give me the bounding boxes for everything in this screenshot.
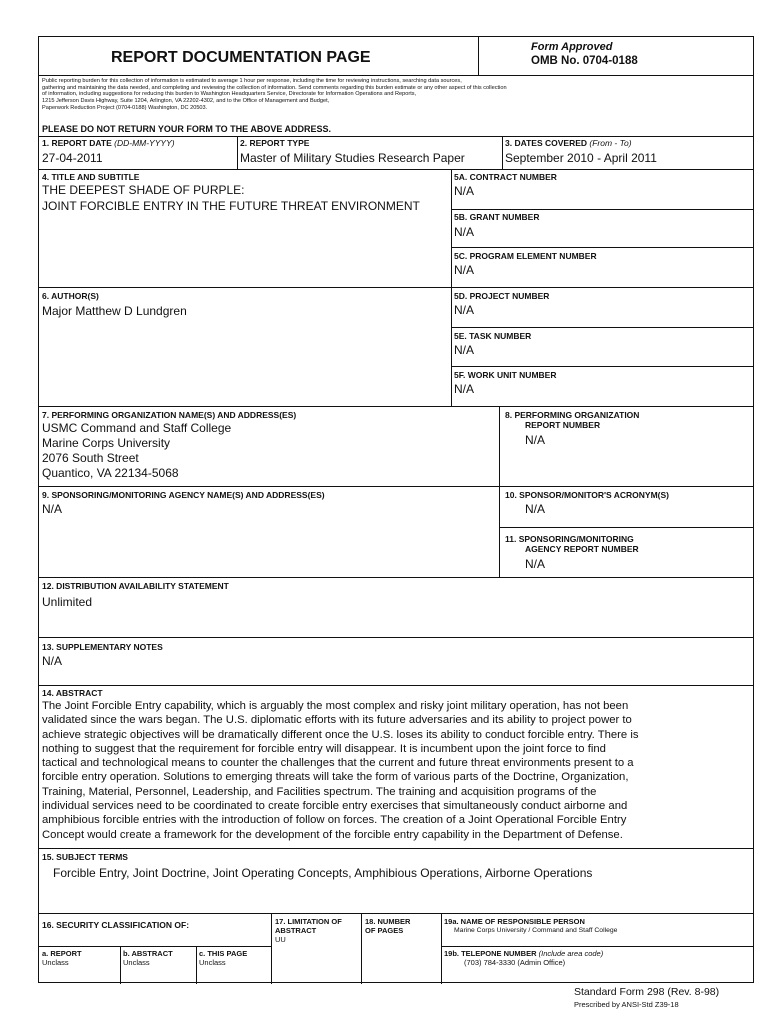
author-value: Major Matthew D Lundgren [42, 304, 187, 318]
subject-terms-label: 15. SUBJECT TERMS [42, 852, 128, 862]
prescribed-by-label: Prescribed by ANSI-Std Z39-18 [574, 1000, 679, 1009]
sponsor-report-value: N/A [525, 557, 546, 571]
title-line-1: THE DEEPEST SHADE OF PURPLE: [42, 183, 245, 197]
sponsor-acronym-value: N/A [525, 502, 546, 516]
abstract-text: The Joint Forcible Entry capability, which is arguably the most complex and risky joint military operation, has not been validated since the wars began. The U.S. diplomatic efforts with its future adversaries and its ability to project power to achieve strategic objectives will be dramatically different once the U.S. loses its ability to conduct forcible entry. There is nothing to suggest that the requirement for forcible entry will disappear. It is incumbent upon the joint force to find tactical and technological means to counter the challenges that the current and future threat environments present to a forcible entry operation. Solutions to emerging threats will take the form of various parts of the Doctrine, Organization, Training, Material, Personnel, Leadership, and Facilities spectrum. The training and acquisition programs of the individual services need to be coordinated to create forcible entry exercises that simultaneously conduct airborne and amphibious forcible entries with the introduction of follow on forces. The creation of a Joint Operational Forcible Entry Concept would create a framework for the development of the forcible entry capability in the Department of Defense. [42, 700, 639, 841]
limitation-of-abstract: 17. LIMITATION OF ABSTRACT UU [275, 917, 342, 944]
telephone-number: 19b. TELEPONE NUMBER (Include area code) (703) 784-3330 (Admin Office) [444, 949, 604, 967]
task-number-value: N/A [454, 343, 475, 357]
performing-org-label: 7. PERFORMING ORGANIZATION NAME(S) AND ADDRESS(ES) [42, 410, 297, 420]
work-unit-label: 5F. WORK UNIT NUMBER [454, 370, 557, 380]
title-label: 4. TITLE AND SUBTITLE [42, 172, 140, 182]
dates-covered-value: September 2010 - April 2011 [505, 151, 657, 165]
omb-number: OMB No. 0704-0188 [531, 55, 638, 67]
title-line-2: JOINT FORCIBLE ENTRY IN THE FUTURE THREAT ENVIRONMENT [42, 199, 420, 213]
project-number-value: N/A [454, 303, 475, 317]
number-of-pages: 18. NUMBER OF PAGES [365, 917, 411, 935]
author-label: 6. AUTHOR(S) [42, 291, 99, 301]
do-not-return-notice: PLEASE DO NOT RETURN YOUR FORM TO THE ABOVE ADDRESS. [42, 124, 332, 134]
dates-covered-label: 3. DATES COVERED (From - To) [505, 138, 632, 148]
report-date-label: 1. REPORT DATE (DD-MM-YYYY) [42, 138, 175, 148]
grant-number-label: 5B. GRANT NUMBER [454, 212, 540, 222]
contract-number-value: N/A [454, 184, 475, 198]
abstract-classification: b. ABSTRACT Unclass [123, 949, 173, 967]
program-element-label: 5C. PROGRAM ELEMENT NUMBER [454, 251, 597, 261]
performing-org-report-value: N/A [525, 433, 546, 447]
abstract-label: 14. ABSTRACT [42, 688, 103, 698]
supplementary-notes-value: N/A [42, 654, 63, 668]
burden-notice: Public reporting burden for this collection of information is estimated to average 1 hour per response, including the time for reviewing instructions, searching data sources, gathering and maintaining the data needed, and completing and reviewing the collection of information. Send comments regarding this burden estimate or any other aspect of this collection of information, including suggestions for reducing this burden to Washington Headquarters Service, Directorate for Information Operations and Reports, 1215 Jefferson Davis Highway, Suite 1204, Arlington, VA 22202-4302, and to the Office of Management and Budget, Paperwork Reduction Project (0704-0188) Washington, DC 20503. [42, 78, 507, 111]
program-element-value: N/A [454, 263, 475, 277]
sponsor-acronym-label: 10. SPONSOR/MONITOR'S ACRONYM(S) [505, 490, 670, 500]
performing-org-address: USMC Command and Staff College Marine Corps University 2076 South Street Quantico, VA 22134-5068 [42, 421, 232, 480]
security-classification-label: 16. SECURITY CLASSIFICATION OF: [42, 920, 190, 930]
sponsoring-agency-value: N/A [42, 502, 63, 516]
sponsoring-agency-label: 9. SPONSORING/MONITORING AGENCY NAME(S) AND ADDRESS(ES) [42, 490, 325, 500]
responsible-person: 19a. NAME OF RESPONSIBLE PERSON Marine Corps University / Command and Staff College [444, 917, 618, 934]
report-classification: a. REPORT Unclass [42, 949, 82, 967]
subject-terms-value: Forcible Entry, Joint Doctrine, Joint Operating Concepts, Amphibious Operations, Airborne Operations [53, 866, 593, 880]
form-title: REPORT DOCUMENTATION PAGE [111, 49, 371, 66]
project-number-label: 5D. PROJECT NUMBER [454, 291, 550, 301]
task-number-label: 5E. TASK NUMBER [454, 331, 532, 341]
contract-number-label: 5A. CONTRACT NUMBER [454, 172, 557, 182]
page-classification: c. THIS PAGE Unclass [199, 949, 248, 967]
form-approved-label: Form Approved [531, 41, 613, 53]
distribution-label: 12. DISTRIBUTION AVAILABILITY STATEMENT [42, 581, 229, 591]
grant-number-value: N/A [454, 225, 475, 239]
standard-form-label: Standard Form 298 (Rev. 8-98) [574, 986, 720, 998]
distribution-value: Unlimited [42, 595, 93, 609]
sponsor-report-label: 11. SPONSORING/MONITORING AGENCY REPORT NUMBER [505, 534, 639, 554]
supplementary-notes-label: 13. SUPPLEMENTARY NOTES [42, 642, 163, 652]
report-documentation-form [38, 36, 754, 983]
report-type-label: 2. REPORT TYPE [240, 138, 310, 148]
work-unit-value: N/A [454, 382, 475, 396]
performing-org-report-label: 8. PERFORMING ORGANIZATION REPORT NUMBER [505, 410, 640, 430]
report-date-value: 27-04-2011 [42, 151, 103, 165]
report-type-value: Master of Military Studies Research Paper [240, 151, 465, 165]
